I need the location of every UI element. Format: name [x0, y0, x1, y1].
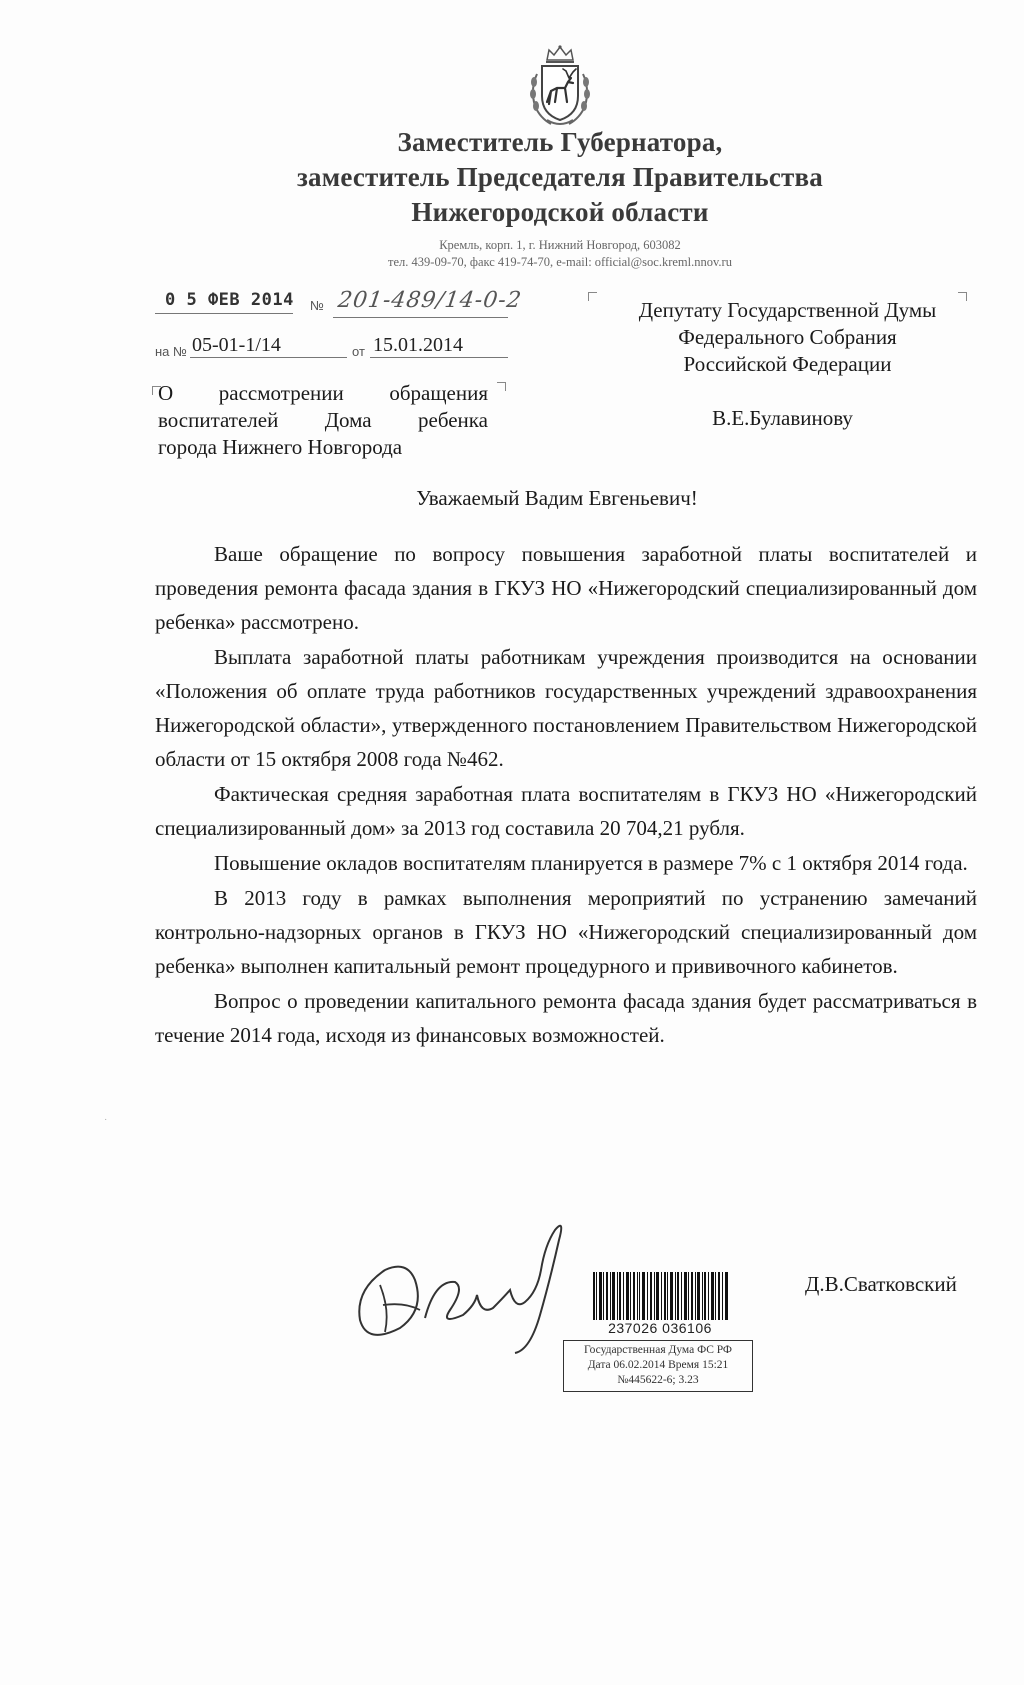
addressee-line-2: Федерального Собрания [678, 325, 897, 349]
addressee-name: В.Е.Булавинову [712, 406, 853, 430]
body-paragraph-3: Фактическая средняя заработная плата воспитателям в ГКУЗ НО «Нижегородский специализированный дом» за 2013 год составила 20 704,21 рубля. [155, 782, 977, 840]
registration-number-label: № [310, 298, 324, 313]
reference-number-underline [190, 357, 347, 358]
subject-bracket-right [497, 382, 506, 391]
registration-stamp [563, 1340, 753, 1392]
signer-name: Д.В.Сватковский [805, 1272, 957, 1296]
stamp-line-1: Государственная Дума ФС РФ [583, 1344, 733, 1356]
reference-number: 05-01-1/14 [192, 334, 281, 356]
addressee-line-1: Депутату Государственной Думы [638, 298, 937, 322]
stamp-line-2: Дата 06.02.2014 Время 15:21 [587, 1359, 729, 1371]
registration-number-underline [333, 317, 508, 318]
subject-line-3: города Нижнего Новгорода [158, 435, 403, 459]
addressee-line-3: Российской Федерации [683, 352, 892, 376]
addressee-bracket-left [588, 292, 597, 301]
reference-date: 15.01.2014 [373, 334, 463, 356]
registration-date-underline [155, 313, 293, 314]
body-paragraph-6: Вопрос о проведении капитального ремонта фасада здания будет рассматриваться в течение 2014 года, исходя из финансовых возможностей. [155, 989, 977, 1047]
body-paragraph-5: В 2013 году в рамках выполнения мероприятий по устранению замечаний контрольно-надзорных органов в ГКУЗ НО «Нижегородский специализированный дом ребенка» выполнен капитальный ремонт процедурного и прививочного кабинетов. [155, 886, 977, 978]
reference-date-underline [370, 357, 508, 358]
barcode-number: 237026 036106 [608, 1320, 712, 1336]
header-title-line-2: заместитель Председателя Правительства [297, 162, 823, 192]
letter-body [155, 537, 977, 1053]
header-title-line-1: Заместитель Губернатора, [397, 127, 723, 157]
registration-date-stamp: 0 5 ФЕВ 2014 [165, 290, 294, 310]
reference-date-label: от [352, 344, 365, 359]
subject-line-1: О рассмотрении обращения [158, 381, 488, 405]
body-paragraph-4: Повышение окладов воспитателям планируется в размере 7% с 1 октября 2014 года. [214, 851, 968, 875]
header-address: Кремль, корп. 1, г. Нижний Новгород, 603082 [439, 238, 681, 252]
registration-number-handwritten: 201-489/14-0-2 [336, 288, 524, 313]
letter-subject [158, 380, 488, 461]
header-title-line-3: Нижегородской области [411, 197, 709, 227]
scan-speck: ˙ [104, 1118, 108, 1129]
body-paragraph-2: Выплата заработной платы работникам учреждения производится на основании «Положения об оплате труда работников государственных учреждений здравоохранения Нижегородской области», утвержденного постановлением Правительством Нижегородской области от 15 октября 2008 года №462. [155, 645, 977, 771]
reference-number-label: на № [155, 344, 187, 359]
coat-of-arms-icon [527, 44, 593, 128]
header-contacts: тел. 439-09-70, факс 419-74-70, e-mail: official@soc.kreml.nnov.ru [388, 255, 732, 269]
body-paragraph-1: Ваше обращение по вопросу повышения заработной платы воспитателей и проведения ремонта фасада здания в ГКУЗ НО «Нижегородский специализированный дом ребенка» рассмотрено. [155, 542, 977, 634]
handwritten-signature [345, 1210, 575, 1355]
barcode-icon [593, 1272, 728, 1320]
stamp-line-3: №445622-6; 3.23 [617, 1374, 699, 1386]
greeting: Уважаемый Вадим Евгеньевич! [416, 486, 698, 510]
subject-line-2: воспитателей Дома ребенка [158, 408, 488, 432]
